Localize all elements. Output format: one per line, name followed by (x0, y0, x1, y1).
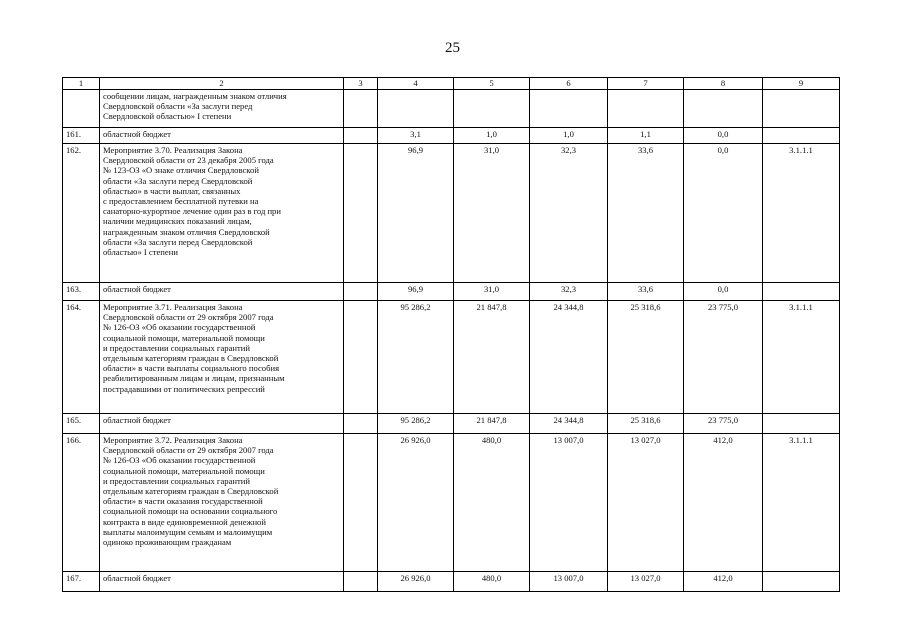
description-line: социальной помощи, материальной помощи (103, 465, 265, 476)
budget-table (62, 77, 840, 592)
description-line: социальной помощи на основании социального (103, 506, 278, 517)
column-header: 8 (684, 78, 763, 90)
cell-year1: 21 847,8 (454, 414, 530, 434)
cell-total: 3,1 (378, 128, 454, 144)
cell-target-code (763, 283, 840, 301)
cell-year2: 13 007,0 (530, 434, 608, 572)
cell-year3: 33,6 (608, 144, 684, 283)
table-row (63, 283, 840, 301)
cell-year3: 33,6 (608, 283, 684, 301)
cell-year2: 32,3 (530, 144, 608, 283)
description-line: № 123-ОЗ «О знаке отличия Свердловской (103, 165, 259, 176)
cell-target-code (763, 572, 840, 592)
row-number: 167. (63, 572, 100, 592)
cell-target-code (763, 414, 840, 434)
cell-total: 95 286,2 (378, 414, 454, 434)
cell-total: 26 926,0 (378, 434, 454, 572)
cell-year1: 31,0 (454, 144, 530, 283)
cell-year4 (684, 90, 763, 128)
description-line: Свердловской области от 29 октября 2007 года (103, 312, 274, 323)
description-line: отдельным категориям граждан в Свердловской (103, 353, 279, 364)
cell-year2: 13 007,0 (530, 572, 608, 592)
cell-year4: 0,0 (684, 283, 763, 301)
cell-year1: 31,0 (454, 283, 530, 301)
table-row (63, 301, 840, 414)
cell-total: 26 926,0 (378, 572, 454, 592)
description-line: областью» I степени (103, 247, 178, 258)
description-line: областной бюджет (103, 284, 171, 294)
cell-year3: 13 027,0 (608, 572, 684, 592)
cell-total: 96,9 (378, 283, 454, 301)
description-line: награжденным знаком отличия Свердловской (103, 226, 270, 237)
description-line: выплаты малоимущим семьям и малоимущим (103, 526, 273, 537)
cell-target-code (763, 90, 840, 128)
description-line: областной бюджет (103, 415, 171, 425)
description-line: областной бюджет (103, 129, 171, 139)
description-line: № 126-ОЗ «Об оказании государственной (103, 455, 256, 466)
description-line: Свердловской области от 23 декабря 2005 года (103, 155, 274, 166)
cell-total (378, 90, 454, 128)
row-description (100, 283, 344, 301)
column-header: 9 (763, 78, 840, 90)
cell-year3: 25 318,6 (608, 301, 684, 414)
table-body (63, 78, 840, 592)
cell-col3 (344, 572, 378, 592)
cell-col3 (344, 414, 378, 434)
column-header: 7 (608, 78, 684, 90)
cell-year3 (608, 90, 684, 128)
row-description (100, 434, 344, 572)
description-line: сообщении лицам, награжденным знаком отличия (103, 91, 287, 101)
cell-year2: 32,3 (530, 283, 608, 301)
description-line: № 126-ОЗ «Об оказании государственной (103, 322, 256, 333)
description-line: социальной помощи, материальной помощи (103, 332, 265, 343)
description-line: Мероприятие 3.70. Реализация Закона (103, 145, 243, 155)
description-line: пострадавшими от политических репрессий (103, 383, 265, 394)
cell-year3: 13 027,0 (608, 434, 684, 572)
description-line: области «За заслуги перед Свердловской (103, 175, 253, 186)
description-line: областью» в части выплат, связанных (103, 185, 241, 196)
table-row (63, 434, 840, 572)
cell-col3 (344, 301, 378, 414)
row-description (100, 572, 344, 592)
description-line: контракта в виде единовременной денежной (103, 516, 266, 527)
description-line: наличии медицинских показаний лицам, (103, 216, 252, 227)
description-line: и предоставлении социальных гарантий (103, 475, 250, 486)
cell-target-code: 3.1.1.1 (763, 301, 840, 414)
row-number: 164. (63, 301, 100, 414)
cell-total: 95 286,2 (378, 301, 454, 414)
row-description (100, 301, 344, 414)
table-row (63, 572, 840, 592)
cell-year4: 23 775,0 (684, 301, 763, 414)
cell-year2: 1,0 (530, 128, 608, 144)
cell-year1: 480,0 (454, 434, 530, 572)
cell-year4: 0,0 (684, 144, 763, 283)
description-line: с предоставлением бесплатной путевки на (103, 196, 259, 207)
row-description (100, 90, 344, 128)
row-number (63, 90, 100, 128)
description-line: отдельным категориям граждан в Свердловской (103, 486, 279, 497)
row-number: 165. (63, 414, 100, 434)
row-number: 166. (63, 434, 100, 572)
cell-year2: 24 344,8 (530, 301, 608, 414)
cell-year4: 412,0 (684, 434, 763, 572)
cell-year2: 24 344,8 (530, 414, 608, 434)
cell-year1: 21 847,8 (454, 301, 530, 414)
table-row (63, 90, 840, 128)
description-line: Мероприятие 3.72. Реализация Закона (103, 435, 243, 445)
cell-col3 (344, 90, 378, 128)
page-number: 25 (445, 40, 460, 56)
table-row (63, 414, 840, 434)
column-header: 4 (378, 78, 454, 90)
cell-total: 96,9 (378, 144, 454, 283)
cell-col3 (344, 144, 378, 283)
description-line: и предоставлении социальных гарантий (103, 342, 250, 353)
header-row (63, 78, 840, 90)
row-number: 161. (63, 128, 100, 144)
description-line: Свердловской области от 29 октября 2007 года (103, 445, 274, 456)
row-description (100, 128, 344, 144)
cell-target-code: 3.1.1.1 (763, 434, 840, 572)
description-line: области «За заслуги перед Свердловской (103, 236, 253, 247)
cell-col3 (344, 434, 378, 572)
description-line: Свердловской областью» I степени (103, 111, 232, 122)
description-line: санаторно-курортное лечение один раз в год при (103, 206, 281, 217)
cell-year3: 1,1 (608, 128, 684, 144)
description-line: области» в части оказания государственной (103, 496, 263, 507)
description-line: областной бюджет (103, 573, 171, 583)
table-row (63, 128, 840, 144)
cell-year1: 480,0 (454, 572, 530, 592)
cell-target-code: 3.1.1.1 (763, 144, 840, 283)
column-header: 2 (100, 78, 344, 90)
column-header: 3 (344, 78, 378, 90)
table-row (63, 144, 840, 283)
cell-col3 (344, 128, 378, 144)
column-header: 5 (454, 78, 530, 90)
cell-year4: 0,0 (684, 128, 763, 144)
description-line: Свердловской области «За заслуги перед (103, 101, 253, 112)
description-line: одиноко проживающим гражданам (103, 537, 232, 548)
column-header: 6 (530, 78, 608, 90)
cell-year1: 1,0 (454, 128, 530, 144)
description-line: Мероприятие 3.71. Реализация Закона (103, 302, 243, 312)
cell-year3: 25 318,6 (608, 414, 684, 434)
cell-year2 (530, 90, 608, 128)
row-number: 162. (63, 144, 100, 283)
cell-col3 (344, 283, 378, 301)
description-line: области» в части выплаты социального пособия (103, 363, 280, 374)
row-description (100, 144, 344, 283)
cell-year4: 23 775,0 (684, 414, 763, 434)
cell-year4: 412,0 (684, 572, 763, 592)
cell-target-code (763, 128, 840, 144)
row-description (100, 414, 344, 434)
column-header: 1 (63, 78, 100, 90)
description-line: реабилитированным лицам и лицам, признанным (103, 373, 285, 384)
cell-year1 (454, 90, 530, 128)
row-number: 163. (63, 283, 100, 301)
